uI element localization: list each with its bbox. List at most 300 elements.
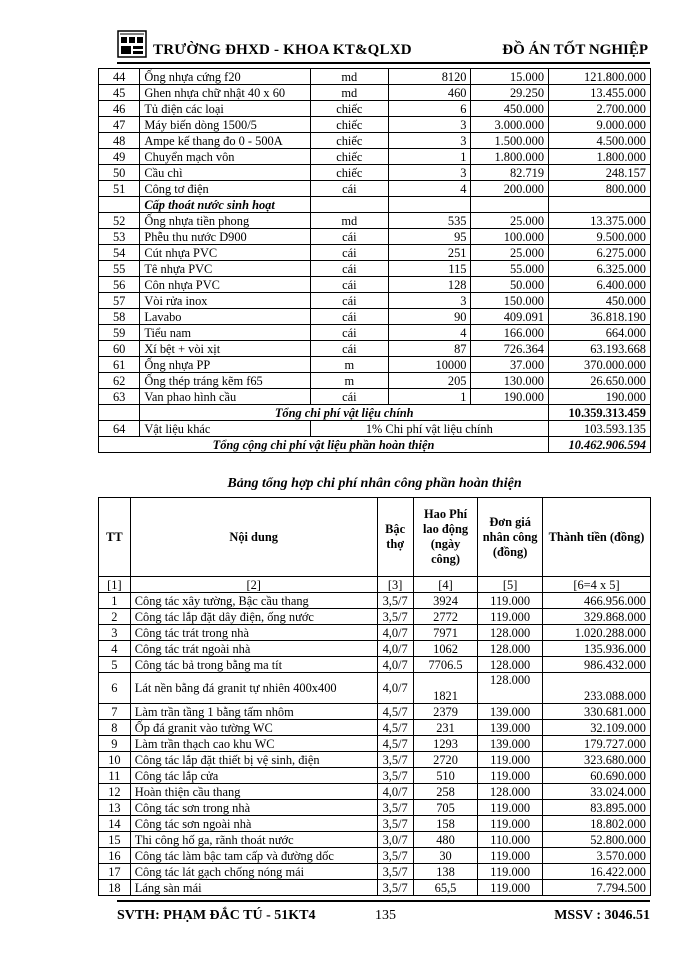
item-unit: md [310, 69, 388, 85]
item-total: 6.275.000 [549, 245, 651, 261]
student-id: MSSV : 3046.51 [554, 908, 650, 923]
table-row [99, 752, 651, 768]
empty-cell [549, 197, 651, 213]
grand-total-row [99, 437, 651, 453]
item-unit-price: 25.000 [471, 213, 549, 229]
main-total-row [99, 405, 651, 421]
item-name: Côn nhựa PVC [140, 277, 310, 293]
labor-days: 158 [413, 816, 478, 832]
item-quantity: 87 [389, 341, 471, 357]
item-quantity: 3 [389, 117, 471, 133]
table-row [99, 625, 651, 641]
row-number: 56 [99, 277, 140, 293]
labor-amount: 330.681.000 [542, 704, 650, 720]
item-name: Chuyển mạch vôn [140, 149, 310, 165]
row-number: 17 [99, 864, 131, 880]
task-name: Lát nền bằng đá granit tự nhiên 400x400 [130, 673, 377, 704]
item-unit: cái [310, 309, 388, 325]
labor-amount: 33.024.000 [542, 784, 650, 800]
item-unit: md [310, 85, 388, 101]
worker-grade: 4,5/7 [377, 720, 413, 736]
row-number: 57 [99, 293, 140, 309]
labor-amount: 16.422.000 [542, 864, 650, 880]
item-quantity: 1 [389, 149, 471, 165]
item-name: Ghen nhựa chữ nhật 40 x 60 [140, 85, 310, 101]
table-row [99, 720, 651, 736]
table-row [99, 816, 651, 832]
item-unit: chiếc [310, 117, 388, 133]
university-logo-icon [117, 30, 147, 58]
student-name: SVTH: PHẠM ĐẮC TÚ - 51KT4 [117, 908, 316, 923]
task-name: Công tác lắp cửa [130, 768, 377, 784]
table-row [99, 657, 651, 673]
item-quantity: 95 [389, 229, 471, 245]
row-number: 62 [99, 373, 140, 389]
item-total: 248.157 [549, 165, 651, 181]
row-number: 16 [99, 848, 131, 864]
task-name: Làm trần tầng 1 bằng tấm nhôm [130, 704, 377, 720]
labor-amount: 60.690.000 [542, 768, 650, 784]
row-number: 13 [99, 800, 131, 816]
labor-days: 510 [413, 768, 478, 784]
header-grade: Bậc thợ [377, 498, 413, 577]
table-row [99, 229, 651, 245]
task-name: Công tác xây tường, Bậc cầu thang [130, 593, 377, 609]
table-row [99, 181, 651, 197]
row-number: 60 [99, 341, 140, 357]
item-name: Tiểu nam [140, 325, 310, 341]
row-number: 59 [99, 325, 140, 341]
item-total: 26.650.000 [549, 373, 651, 389]
item-total: 6.400.000 [549, 277, 651, 293]
labor-unit-price: 119.000 [478, 848, 543, 864]
row-number: 61 [99, 357, 140, 373]
labor-days: 65,5 [413, 880, 478, 896]
task-name: Thi công hố ga, rãnh thoát nước [130, 832, 377, 848]
labor-amount: 52.800.000 [542, 832, 650, 848]
item-name: Cút nhựa PVC [140, 245, 310, 261]
item-unit: chiếc [310, 101, 388, 117]
labor-amount: 18.802.000 [542, 816, 650, 832]
table-row [99, 848, 651, 864]
labor-amount: 83.895.000 [542, 800, 650, 816]
labor-unit-price: 128.000 [478, 641, 543, 657]
task-name: Công tác lát gạch chống nóng mái [130, 864, 377, 880]
worker-grade: 3,5/7 [377, 609, 413, 625]
worker-grade: 3,5/7 [377, 768, 413, 784]
labor-unit-price: 119.000 [478, 752, 543, 768]
labor-days: 480 [413, 832, 478, 848]
table-row [99, 245, 651, 261]
labor-unit-price: 119.000 [478, 864, 543, 880]
labor-amount: 32.109.000 [542, 720, 650, 736]
row-number: 64 [99, 421, 140, 437]
item-total: 190.000 [549, 389, 651, 405]
table-row [99, 293, 651, 309]
project-title: ĐỒ ÁN TỐT NGHIỆP [502, 42, 648, 58]
item-quantity: 205 [389, 373, 471, 389]
labor-amount: 179.727.000 [542, 736, 650, 752]
table-row [99, 784, 651, 800]
item-quantity: 3 [389, 165, 471, 181]
item-quantity: 460 [389, 85, 471, 101]
row-number: 14 [99, 816, 131, 832]
row-number: 54 [99, 245, 140, 261]
header-amount: Thành tiền (đồng) [542, 498, 650, 577]
item-unit-price: 29.250 [471, 85, 549, 101]
item-unit-price: 55.000 [471, 261, 549, 277]
item-name: Máy biến dòng 1500/5 [140, 117, 310, 133]
item-total: 121.800.000 [549, 69, 651, 85]
labor-days: 1821 [413, 673, 478, 704]
worker-grade: 4,5/7 [377, 704, 413, 720]
item-quantity: 6 [389, 101, 471, 117]
labor-days: 7971 [413, 625, 478, 641]
item-unit: cái [310, 181, 388, 197]
table-row [99, 768, 651, 784]
item-unit-price: 3.000.000 [471, 117, 549, 133]
worker-grade: 3,5/7 [377, 593, 413, 609]
table-row [99, 389, 651, 405]
other-material-desc: 1% Chi phí vật liệu chính [310, 421, 548, 437]
item-name: Tê nhựa PVC [140, 261, 310, 277]
table-row [99, 673, 651, 704]
labor-days: 2772 [413, 609, 478, 625]
item-quantity: 1 [389, 389, 471, 405]
table-row [99, 704, 651, 720]
task-name: Công tác sơn ngoài nhà [130, 816, 377, 832]
index-cell: [1] [99, 577, 131, 593]
task-name: Làm trần thạch cao khu WC [130, 736, 377, 752]
labor-table-body [99, 593, 651, 896]
item-unit: cái [310, 229, 388, 245]
task-name: Công tác lắp đặt thiết bị vệ sinh, điện [130, 752, 377, 768]
item-unit-price: 450.000 [471, 101, 549, 117]
labor-unit-price: 128.000 [478, 657, 543, 673]
row-number: 12 [99, 784, 131, 800]
worker-grade: 3,5/7 [377, 864, 413, 880]
item-unit-price: 100.000 [471, 229, 549, 245]
table-row [99, 609, 651, 625]
item-quantity: 3 [389, 133, 471, 149]
table-row [99, 213, 651, 229]
item-total: 664.000 [549, 325, 651, 341]
item-unit: m [310, 357, 388, 373]
item-quantity: 251 [389, 245, 471, 261]
item-unit-price: 25.000 [471, 245, 549, 261]
item-total: 2.700.000 [549, 101, 651, 117]
item-total: 36.818.190 [549, 309, 651, 325]
section-row [99, 197, 651, 213]
index-cell: [2] [130, 577, 377, 593]
worker-grade: 3,0/7 [377, 832, 413, 848]
labor-unit-price: 139.000 [478, 736, 543, 752]
worker-grade: 4,5/7 [377, 736, 413, 752]
task-name: Công tác trát trong nhà [130, 625, 377, 641]
row-number: 49 [99, 149, 140, 165]
item-name: Cầu chì [140, 165, 310, 181]
labor-days: 705 [413, 800, 478, 816]
table-row [99, 800, 651, 816]
item-quantity: 10000 [389, 357, 471, 373]
labor-days: 3924 [413, 593, 478, 609]
index-cell: [3] [377, 577, 413, 593]
labor-cost-table [98, 497, 651, 896]
labor-unit-price: 119.000 [478, 768, 543, 784]
task-name: Công tác làm bậc tam cấp và đường dốc [130, 848, 377, 864]
item-quantity: 3 [389, 293, 471, 309]
item-name: Lavabo [140, 309, 310, 325]
row-number: 50 [99, 165, 140, 181]
labor-amount: 233.088.000 [542, 673, 650, 704]
worker-grade: 4,0/7 [377, 673, 413, 704]
page-footer [117, 900, 650, 926]
table-row [99, 736, 651, 752]
empty-cell [310, 197, 388, 213]
labor-days: 30 [413, 848, 478, 864]
labor-unit-price: 139.000 [478, 704, 543, 720]
row-number: 55 [99, 261, 140, 277]
item-unit: chiếc [310, 133, 388, 149]
labor-amount: 135.936.000 [542, 641, 650, 657]
item-name: Ống nhựa tiền phong [140, 213, 310, 229]
task-name: Hoàn thiện cầu thang [130, 784, 377, 800]
header-unit-price: Đơn giá nhân công (đồng) [478, 498, 543, 577]
item-unit: cái [310, 277, 388, 293]
table-row [99, 880, 651, 896]
labor-days: 1293 [413, 736, 478, 752]
task-name: Công tác sơn trong nhà [130, 800, 377, 816]
item-unit: cái [310, 389, 388, 405]
row-number: 4 [99, 641, 131, 657]
item-unit: cái [310, 325, 388, 341]
row-number: 11 [99, 768, 131, 784]
empty-cell [471, 197, 549, 213]
item-total: 6.325.000 [549, 261, 651, 277]
table-row [99, 69, 651, 85]
worker-grade: 4,0/7 [377, 641, 413, 657]
item-unit: m [310, 373, 388, 389]
row-number: 18 [99, 880, 131, 896]
task-name: Công tác lắp đặt dây điện, ống nước [130, 609, 377, 625]
row-number: 58 [99, 309, 140, 325]
item-unit-price: 166.000 [471, 325, 549, 341]
item-unit-price: 130.000 [471, 373, 549, 389]
labor-unit-price: 119.000 [478, 609, 543, 625]
row-number: 52 [99, 213, 140, 229]
worker-grade: 4,0/7 [377, 625, 413, 641]
item-name: Công tơ điện [140, 181, 310, 197]
item-unit-price: 1.800.000 [471, 149, 549, 165]
table-row [99, 641, 651, 657]
labor-unit-price: 128.000 [478, 673, 543, 704]
item-name: Tủ điện các loại [140, 101, 310, 117]
index-cell: [6=4 x 5] [542, 577, 650, 593]
labor-unit-price: 128.000 [478, 625, 543, 641]
row-number: 53 [99, 229, 140, 245]
labor-index-row [99, 577, 651, 593]
item-quantity: 115 [389, 261, 471, 277]
worker-grade: 3,5/7 [377, 880, 413, 896]
table-row [99, 341, 651, 357]
row-number: 8 [99, 720, 131, 736]
labor-unit-price: 139.000 [478, 720, 543, 736]
labor-days: 138 [413, 864, 478, 880]
row-number: 15 [99, 832, 131, 848]
item-name: Xí bệt + vòi xịt [140, 341, 310, 357]
item-unit: cái [310, 261, 388, 277]
table-row [99, 325, 651, 341]
worker-grade: 3,5/7 [377, 816, 413, 832]
page-number: 135 [375, 908, 396, 923]
labor-days: 258 [413, 784, 478, 800]
main-total-label: Tổng chi phí vật liệu chính [140, 405, 549, 421]
item-total: 13.375.000 [549, 213, 651, 229]
item-name: Ống nhựa PP [140, 357, 310, 373]
item-total: 63.193.668 [549, 341, 651, 357]
item-total: 4.500.000 [549, 133, 651, 149]
item-quantity: 128 [389, 277, 471, 293]
labor-amount: 466.956.000 [542, 593, 650, 609]
header-labor: Hao Phí lao động (ngày công) [413, 498, 478, 577]
worker-grade: 3,5/7 [377, 752, 413, 768]
row-number: 63 [99, 389, 140, 405]
item-unit-price: 82.719 [471, 165, 549, 181]
index-cell: [4] [413, 577, 478, 593]
other-material-row [99, 421, 651, 437]
task-name: Công tác trát ngoài nhà [130, 641, 377, 657]
school-name: TRƯỜNG ĐHXD - KHOA KT&QLXD [153, 42, 412, 58]
row-number: 7 [99, 704, 131, 720]
empty-cell [99, 405, 140, 421]
worker-grade: 3,5/7 [377, 800, 413, 816]
row-number: 5 [99, 657, 131, 673]
row-number: 48 [99, 133, 140, 149]
labor-unit-price: 119.000 [478, 880, 543, 896]
row-number: 6 [99, 673, 131, 704]
item-total: 103.593.135 [549, 421, 651, 437]
row-number: 47 [99, 117, 140, 133]
item-total: 450.000 [549, 293, 651, 309]
table-row [99, 117, 651, 133]
item-name: Phễu thu nước D900 [140, 229, 310, 245]
table-row [99, 832, 651, 848]
item-unit: cái [310, 341, 388, 357]
row-number: 44 [99, 69, 140, 85]
index-cell: [5] [478, 577, 543, 593]
header-tt: TT [99, 498, 131, 577]
item-name: Ống nhựa cứng f20 [140, 69, 310, 85]
item-name: Vòi rửa inox [140, 293, 310, 309]
item-quantity: 4 [389, 325, 471, 341]
task-name: Ốp đá granit vào tường WC [130, 720, 377, 736]
section-label: Cấp thoát nước sinh hoạt [140, 197, 310, 213]
worker-grade: 4,0/7 [377, 784, 413, 800]
table-row [99, 101, 651, 117]
material-cost-table [98, 68, 651, 453]
labor-amount: 329.868.000 [542, 609, 650, 625]
item-name: Ampe kế thang đo 0 - 500A [140, 133, 310, 149]
labor-unit-price: 128.000 [478, 784, 543, 800]
item-quantity: 8120 [389, 69, 471, 85]
item-total: 13.455.000 [549, 85, 651, 101]
labor-amount: 986.432.000 [542, 657, 650, 673]
item-unit: chiếc [310, 165, 388, 181]
item-name: Van phao hình cầu [140, 389, 310, 405]
item-unit-price: 190.000 [471, 389, 549, 405]
item-unit: cái [310, 293, 388, 309]
item-unit-price: 409.091 [471, 309, 549, 325]
labor-days: 2720 [413, 752, 478, 768]
labor-days: 231 [413, 720, 478, 736]
row-number: 3 [99, 625, 131, 641]
labor-days: 2379 [413, 704, 478, 720]
labor-days: 7706.5 [413, 657, 478, 673]
labor-amount: 323.680.000 [542, 752, 650, 768]
item-unit-price: 37.000 [471, 357, 549, 373]
item-unit: md [310, 213, 388, 229]
row-number: 9 [99, 736, 131, 752]
item-quantity: 90 [389, 309, 471, 325]
item-unit-price: 15.000 [471, 69, 549, 85]
empty-cell [389, 197, 471, 213]
item-unit-price: 1.500.000 [471, 133, 549, 149]
item-total: 1.800.000 [549, 149, 651, 165]
item-unit: cái [310, 245, 388, 261]
grand-total-value: 10.462.906.594 [549, 437, 651, 453]
table-row [99, 133, 651, 149]
item-unit-price: 50.000 [471, 277, 549, 293]
item-unit-price: 150.000 [471, 293, 549, 309]
page-header [117, 30, 650, 64]
item-total: 370.000.000 [549, 357, 651, 373]
row-number: 2 [99, 609, 131, 625]
row-number: 46 [99, 101, 140, 117]
grand-total-label: Tổng cộng chi phí vật liệu phần hoàn thiện [99, 437, 549, 453]
table-row [99, 373, 651, 389]
labor-amount: 7.794.500 [542, 880, 650, 896]
row-number: 45 [99, 85, 140, 101]
item-unit-price: 200.000 [471, 181, 549, 197]
item-unit-price: 726.364 [471, 341, 549, 357]
labor-unit-price: 119.000 [478, 593, 543, 609]
table-row [99, 309, 651, 325]
labor-days: 1062 [413, 641, 478, 657]
task-name: Công tác bả trong bằng ma tít [130, 657, 377, 673]
table-row [99, 593, 651, 609]
item-total: 9.500.000 [549, 229, 651, 245]
item-name: Vật liệu khác [140, 421, 310, 437]
material-table-body [99, 69, 651, 453]
labor-amount: 1.020.288.000 [542, 625, 650, 641]
item-unit: chiếc [310, 149, 388, 165]
labor-unit-price: 119.000 [478, 800, 543, 816]
item-name: Ống thép tráng kẽm f65 [140, 373, 310, 389]
table-row [99, 864, 651, 880]
main-total-value: 10.359.313.459 [549, 405, 651, 421]
table-row [99, 277, 651, 293]
row-number: 1 [99, 593, 131, 609]
labor-header-row [99, 498, 651, 577]
empty-cell [99, 197, 140, 213]
table-row [99, 85, 651, 101]
labor-table-title: Bảng tổng hợp chi phí nhân công phần hoàn thiện [227, 476, 522, 491]
item-quantity: 535 [389, 213, 471, 229]
labor-amount: 3.570.000 [542, 848, 650, 864]
item-total: 9.000.000 [549, 117, 651, 133]
row-number: 10 [99, 752, 131, 768]
table-row [99, 149, 651, 165]
